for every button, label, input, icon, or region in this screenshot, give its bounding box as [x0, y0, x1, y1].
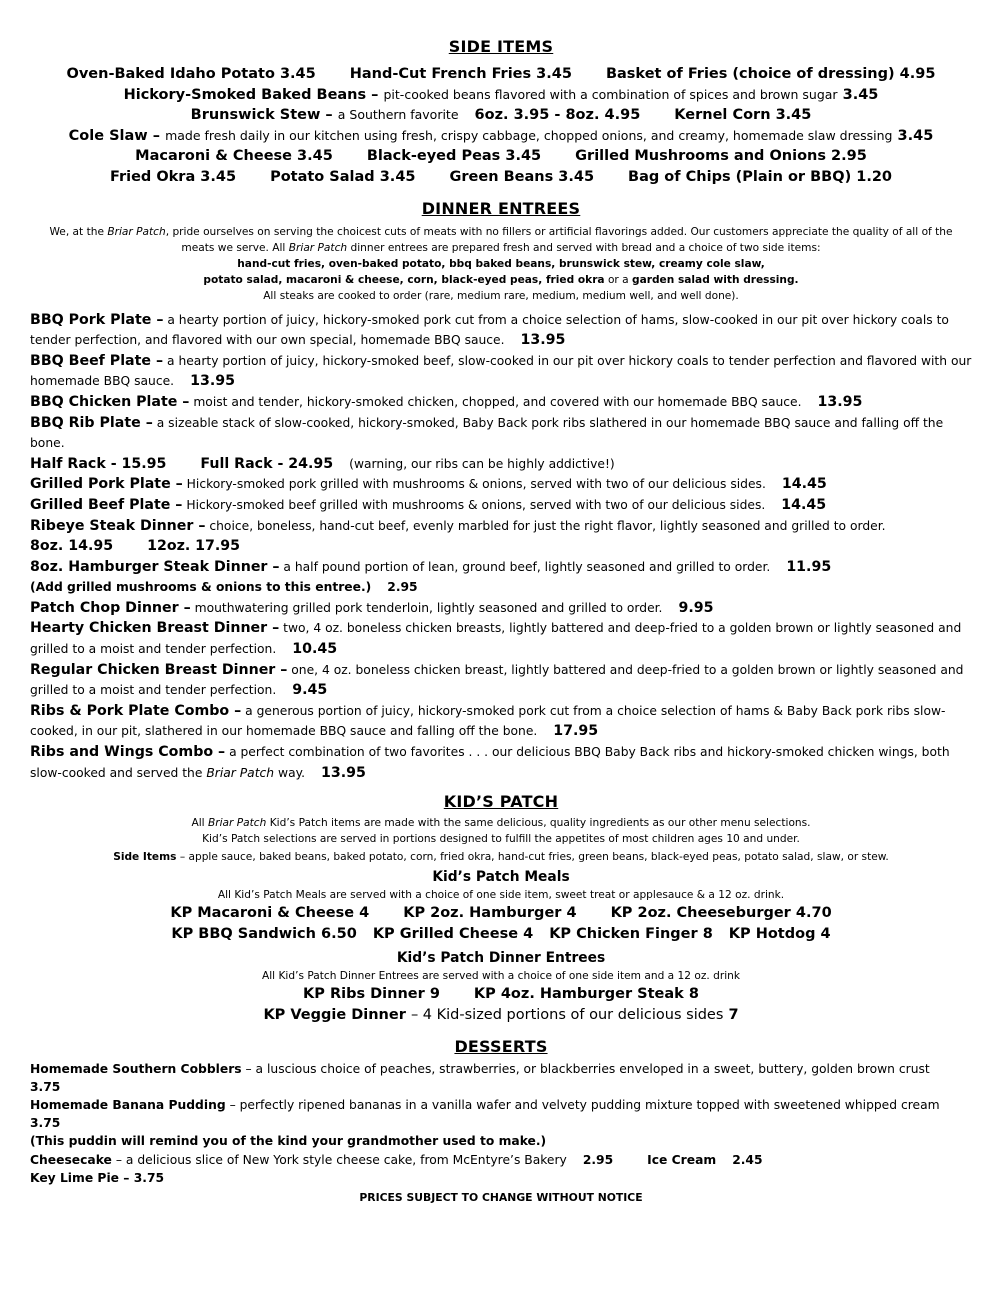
side-item-desc: a Southern favorite — [337, 107, 459, 123]
kids-meal: KP Hotdog 4 — [728, 925, 831, 942]
entry-desc: a half pound portion of lean, ground beef, lightly seasoned and grilled to order. — [283, 559, 771, 574]
dessert-note: (This puddin will remind you of the kind your grandmother used to make.) — [30, 1134, 547, 1149]
entry-desc: one, 4 oz. boneless chicken breast, lightly battered and deep-fried to a golden brown or lightly seasoned and grilled to a moist and tender perfection. — [30, 662, 964, 698]
side-item: Black-eyed Peas 3.45 — [366, 148, 542, 165]
side-items-row-3 — [30, 105, 972, 126]
kids-meal: KP Chicken Finger 8 — [549, 925, 713, 942]
entry-name: 12oz. 17.95 — [147, 538, 241, 555]
kids-meal: KP Grilled Cheese 4 — [372, 925, 534, 942]
side-item-desc: made fresh daily in our kitchen using fresh, crispy cabbage, chopped onions, and creamy, homemade slaw dressing — [165, 127, 893, 143]
side-items-row-2 — [30, 85, 972, 106]
kids-dinner-row-1 — [30, 984, 972, 1005]
side-item: Bag of Chips (Plain or BBQ) 1.20 — [628, 168, 893, 185]
entry-price: 14.45 — [781, 496, 827, 513]
side-item-name: Hickory-Smoked Baked Beans – — [123, 86, 379, 103]
dinner-entry — [30, 351, 972, 392]
entry-name: BBQ Beef Plate – — [30, 352, 164, 369]
entry-desc: Hickory-smoked pork grilled with mushrooms & onions, served with two of our delicious sides. — [186, 477, 766, 492]
entry-name: Grilled Pork Plate – — [30, 476, 183, 493]
dinner-entry — [30, 516, 972, 537]
dessert-item: Homemade Banana Pudding – perfectly ripened bananas in a vanilla wafer and velvety pudding mixture topped with sweetened whipped cream3.75 — [30, 1098, 940, 1131]
entry-desc: a generous portion of juicy, hickory-smoked pork cut from a choice selection of hams & Baby Back pork ribs slow-cooked, in our pit, slathered in our homemade BBQ sauce and falling off the bone. — [30, 703, 946, 739]
kids-intro: All Briar Patch Kid’s Patch items are made with the same delicious, quality ingredients as our other menu selections. Kid’s Patch selections are served in portions designed to fulfill the appetites of most children ages 10 and under. Side Items – apple sauce, baked beans, baked potato, corn, fried okra, hand-cut fries, green beans, black-eyed peas, potato salad, slaw, or stew. — [113, 817, 889, 864]
dinner-entry — [30, 618, 972, 659]
dinner-entry — [30, 660, 972, 701]
kids-meals-row-2 — [30, 924, 972, 945]
side-items-row-1 — [30, 64, 972, 85]
entry-name: Ribs & Pork Plate Combo – — [30, 702, 242, 719]
entry-desc: a hearty portion of juicy, hickory-smoked beef, slow-cooked in our pit over hickory coals to tender perfection and flavored with our homemade BBQ sauce. — [30, 353, 972, 389]
dessert-item: Homemade Southern Cobblers – a luscious choice of peaches, strawberries, or blackberries enveloped in a sweet, buttery, golden brown crust3.75 — [30, 1061, 930, 1094]
entry-price: 13.95 — [190, 373, 235, 390]
kids-dinner-heading: Kid’s Patch Dinner Entrees — [396, 950, 606, 967]
dinner-entry — [30, 701, 972, 742]
side-item-price: 6oz. 3.95 - 8oz. 4.95 — [474, 107, 641, 124]
dinner-entry — [30, 474, 972, 495]
dinner-entry — [30, 577, 972, 598]
side-item-name: Cole Slaw – — [68, 127, 161, 144]
entry-name: Half Rack - 15.95 — [30, 455, 167, 472]
side-item: Potato Salad 3.45 — [270, 168, 416, 185]
dinner-entry — [30, 392, 972, 413]
dinner-entry — [30, 495, 972, 516]
entry-desc: Hickory-smoked beef grilled with mushrooms & onions, served with two of our delicious sides. — [186, 497, 766, 512]
side-item: Green Beans 3.45 — [449, 168, 595, 185]
side-item: Basket of Fries (choice of dressing) 4.95 — [605, 66, 936, 82]
entry-price: 13.95 — [817, 393, 863, 410]
entry-desc: two, 4 oz. boneless chicken breasts, lightly battered and deep-fried to a golden brown or lightly seasoned and grilled to a moist and tender perfection. — [30, 621, 962, 657]
entry-name: Full Rack - 24.95 — [200, 455, 334, 472]
entry-name: BBQ Rib Plate – — [30, 414, 153, 431]
entry-desc: a sizeable stack of slow-cooked, hickory-smoked, Baby Back pork ribs slathered in our homemade BBQ sauce and falling off the bone. — [30, 415, 944, 451]
side-item: Oven-Baked Idaho Potato 3.45 — [66, 66, 316, 82]
dinner-entry — [30, 598, 972, 619]
desserts-list — [30, 1060, 972, 1187]
side-item: Macaroni & Cheese 3.45 — [135, 148, 333, 165]
kids-meal: KP 2oz. Hamburger 4 — [403, 905, 577, 922]
entry-price: 9.45 — [292, 682, 328, 699]
dessert-item: Key Lime Pie – 3.75 — [30, 1170, 165, 1185]
entry-name: Grilled Beef Plate – — [30, 496, 183, 513]
kids-veggie-desc: – 4 Kid-sized portions of our delicious sides — [410, 1007, 724, 1023]
dessert-item: Cheesecake – a delicious slice of New York style cheese cake, from McEntyre’s Bakery 2.95 Ice Cream 2.45 — [30, 1152, 763, 1167]
brand-name: Briar Patch — [107, 225, 166, 238]
entry-desc: moist and tender, hickory-smoked chicken, chopped, and covered with our homemade BBQ sauce. — [193, 394, 802, 409]
dinner-entry — [30, 557, 972, 578]
side-item: Fried Okra 3.45 — [109, 168, 237, 185]
entry-price: 10.45 — [292, 641, 338, 658]
brand-name: Briar Patch — [207, 817, 267, 830]
entry-name: Patch Chop Dinner – — [30, 599, 191, 616]
entry-name: Ribeye Steak Dinner – — [30, 517, 206, 534]
dinner-entry — [30, 413, 972, 454]
entry-price: 9.95 — [678, 599, 714, 616]
dinner-entry — [30, 310, 972, 351]
entry-name: Hearty Chicken Breast Dinner – — [30, 620, 280, 637]
entry-price: 13.95 — [520, 332, 566, 349]
dinner-entry — [30, 742, 972, 783]
kids-dinner-note: All Kid’s Patch Dinner Entrees are served with a choice of one side item and a 12 oz. drink — [261, 970, 741, 983]
kids-dinner: KP Ribs Dinner 9 — [303, 986, 440, 1003]
entry-price: 14.45 — [781, 476, 827, 493]
entry-desc: a hearty portion of juicy, hickory-smoked pork cut from a choice selection of hams, slow-cooked in our pit over hickory coals to tender perfection, and flavored with our own special, homemade BBQ sauce. — [30, 312, 949, 348]
entry-price: 13.95 — [321, 764, 366, 781]
kids-meals-heading: Kid’s Patch Meals — [432, 869, 570, 886]
brand-name: Briar Patch — [206, 765, 275, 780]
kids-veggie-name: KP Veggie Dinner — [263, 1007, 406, 1023]
entry-name: Regular Chicken Breast Dinner – — [30, 661, 288, 678]
dinner-entry — [30, 536, 972, 557]
kids-meal: KP BBQ Sandwich 6.50 — [171, 925, 357, 942]
dinner-entries-list — [30, 310, 972, 784]
entry-price: 17.95 — [553, 723, 599, 740]
price-notice: PRICES SUBJECT TO CHANGE WITHOUT NOTICE — [359, 1191, 643, 1205]
side-item: Hand-Cut French Fries 3.45 — [349, 66, 572, 82]
side-items-row-6 — [30, 167, 972, 188]
entry-price: 11.95 — [786, 558, 832, 575]
dinner-entrees-heading: DINNER ENTREES — [421, 198, 581, 218]
kids-meal: KP Macaroni & Cheese 4 — [170, 905, 370, 922]
entry-name: BBQ Pork Plate – — [30, 311, 164, 328]
entry-desc: way. — [278, 765, 306, 780]
kids-meal: KP 2oz. Cheeseburger 4.70 — [610, 905, 832, 922]
entry-name: BBQ Chicken Plate – — [30, 393, 190, 410]
side-item: Grilled Mushrooms and Onions 2.95 — [575, 148, 867, 165]
side-items-row-4 — [30, 126, 972, 147]
kids-meals-row-1 — [30, 903, 972, 924]
kids-veggie-price: 7 — [728, 1007, 739, 1023]
side-item-price: 3.45 — [842, 86, 879, 103]
desserts-heading: DESSERTS — [454, 1036, 548, 1056]
kids-veggie-row — [30, 1005, 972, 1026]
entry-desc: a perfect combination of two favorites . . . our delicious BBQ Baby Back ribs and hickory-smoked chicken wings, both slow-cooked and served the — [30, 745, 950, 780]
kids-side-items-label: Side Items — [113, 851, 177, 864]
kids-meals-note: All Kid’s Patch Meals are served with a choice of one side item, sweet treat or applesauce & a 12 oz. drink. — [217, 889, 785, 902]
entry-desc: (warning, our ribs can be highly addictive!) — [349, 456, 615, 471]
entry-desc: choice, boneless, hand-cut beef, evenly marbled for just the right flavor, lightly seasoned and grilled to order. — [209, 518, 886, 533]
entry-name: 8oz. 14.95 — [30, 538, 114, 555]
entry-price: 2.95 — [387, 580, 418, 595]
kids-dinner: KP 4oz. Hamburger Steak 8 — [473, 986, 699, 1003]
kids-patch-heading: KID’S PATCH — [443, 792, 559, 812]
side-item-price: 3.45 — [897, 127, 934, 144]
dinner-intro: We, at the Briar Patch, pride ourselves on serving the choicest cuts of meats with no fillers or artificial flavorings added. Our customers appreciate the quality of all of the meats we serve. All Briar Patch dinner entrees are prepared fresh and served with bread and a choice of two side items: hand-cut fries, oven-baked potato, bbq baked beans, brunswick stew, creamy cole slaw, potato salad, macaroni & cheese, corn, black-eyed peas, fried okra or a garden salad with dressing. All steaks are cooked to order (rare, medium rare, medium, medium well, and well done). — [49, 225, 953, 302]
entry-name: Ribs and Wings Combo – — [30, 744, 226, 761]
entry-name: 8oz. Hamburger Steak Dinner – — [30, 558, 280, 575]
brand-name: Briar Patch — [288, 241, 348, 254]
entry-desc: mouthwatering grilled pork tenderloin, lightly seasoned and grilled to order. — [194, 600, 663, 615]
side-item-name: Brunswick Stew – — [190, 107, 333, 124]
entry-name: (Add grilled mushrooms & onions to this entree.) — [30, 580, 372, 595]
dinner-entry — [30, 454, 972, 475]
side-items-heading: SIDE ITEMS — [448, 37, 554, 56]
side-item: Kernel Corn 3.45 — [674, 107, 812, 124]
side-items-row-5 — [30, 146, 972, 167]
side-item-desc: pit-cooked beans flavored with a combination of spices and brown sugar — [383, 86, 838, 102]
